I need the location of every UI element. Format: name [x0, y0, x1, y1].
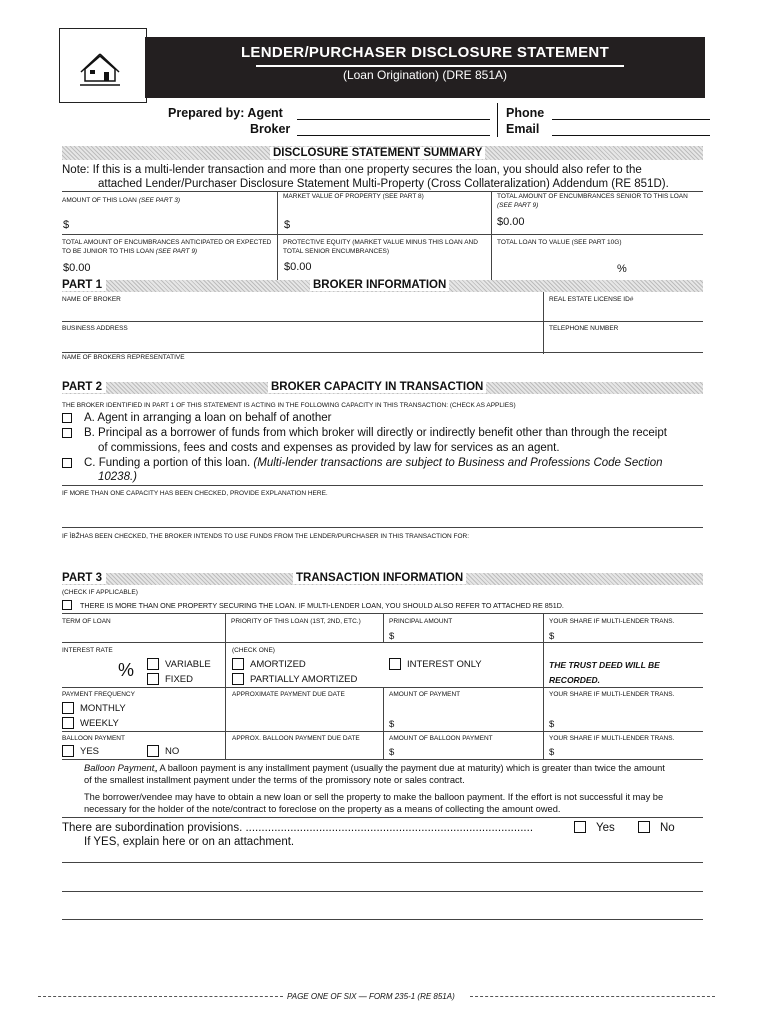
- share1-value[interactable]: $: [549, 631, 555, 642]
- part3-title: TRANSACTION INFORMATION: [293, 572, 466, 584]
- junior-encumbrances-value[interactable]: $0.00: [63, 262, 91, 274]
- part3-col-rule-1: [225, 613, 226, 759]
- part1-rule-1: [62, 321, 703, 322]
- capacity-c-checkbox[interactable]: [62, 458, 72, 468]
- broker-label: Broker: [250, 122, 291, 136]
- capacity-b-text1: B. Principal as a borrower of funds from which broker will directly or indirectly benefit other than through the receipt: [84, 427, 667, 439]
- balloon-yes-label: YES: [80, 746, 100, 757]
- balloon-amount-label: AMOUNT OF BALLOON PAYMENT: [389, 735, 493, 742]
- part1-title: BROKER INFORMATION: [310, 279, 449, 291]
- fixed-label: FIXED: [165, 674, 193, 685]
- capacity-a-checkbox[interactable]: [62, 413, 72, 423]
- footer-dash-left: [38, 996, 283, 997]
- amount-payment-label: AMOUNT OF PAYMENT: [389, 691, 461, 698]
- representative-label: NAME OF BROKERS REPRESENTATIVE: [62, 354, 185, 361]
- balloon-no-checkbox[interactable]: [147, 745, 159, 757]
- senior-encumbrances-value[interactable]: $0.00: [497, 216, 525, 228]
- market-value-value[interactable]: $: [284, 219, 291, 231]
- summary-col-rule-2: [491, 191, 492, 281]
- balloon-no-label: NO: [165, 746, 180, 757]
- senior-encumbrances-label: TOTAL AMOUNT OF ENCUMBRANCES SENIOR TO THIS LOAN (SEE PART 9): [497, 193, 688, 209]
- footer-text: PAGE ONE OF SIX — FORM 235-1 (RE 851A): [287, 992, 455, 1001]
- weekly-checkbox[interactable]: [62, 717, 74, 729]
- part2-label: PART 2: [62, 381, 106, 393]
- summary-note-line1: Note: If this is a multi-lender transaction and more than one property secures the loan, you should also refer to the: [62, 164, 642, 176]
- subordination-text: There are subordination provisions. ..........................................................................................: [62, 822, 534, 834]
- share2-label: YOUR SHARE IF MULTI-LENDER TRANS.: [549, 691, 675, 698]
- interest-pct: %: [118, 660, 135, 680]
- borrower-note-line1: The borrower/vendee may have to obtain a new loan or sell the property to make the balloon payment. If the effort is not successful it may be: [84, 792, 664, 802]
- house-icon: [60, 29, 146, 102]
- balloon-definition-line1: Balloon Payment„ A balloon payment is any installment payment (usually the payment due at maturity) which is greater than twice the amount: [84, 763, 665, 773]
- principal-value[interactable]: $: [389, 631, 395, 642]
- weekly-label: WEEKLY: [80, 718, 119, 729]
- subordination-explain-line-1[interactable]: [62, 862, 703, 863]
- fixed-checkbox[interactable]: [147, 673, 159, 685]
- phone-field[interactable]: [552, 119, 710, 120]
- interest-only-label: INTEREST ONLY: [407, 659, 482, 670]
- variable-label: VARIABLE: [165, 659, 211, 670]
- balloon-definition-line2: of the smallest installment payment under the terms of the promissory note or sales contract.: [84, 775, 465, 785]
- loan-to-value-value[interactable]: %: [617, 263, 627, 275]
- part3-rule-5: [62, 817, 703, 818]
- capacity-a-text: A. Agent in arranging a loan on behalf of another: [84, 412, 332, 424]
- balloon-yes-checkbox[interactable]: [62, 745, 74, 757]
- form-subtitle: (Loan Origination) (DRE 851A): [342, 68, 508, 82]
- share2-value[interactable]: $: [549, 719, 555, 730]
- business-address-label: BUSINESS ADDRESS: [62, 325, 128, 332]
- form-title: LENDER/PURCHASER DISCLOSURE STATEMENT: [240, 44, 610, 61]
- summary-rule-mid: [62, 234, 703, 235]
- loan-to-value-label: TOTAL LOAN TO VALUE (SEE PART 10G): [497, 239, 622, 246]
- part1-col-rule: [543, 292, 544, 354]
- junior-encumbrances-label: TOTAL AMOUNT OF ENCUMBRANCES ANTICIPATED OR EXPECTED TO BE JUNIOR TO THIS LOAN (SEE PART 9): [62, 239, 272, 255]
- license-label: REAL ESTATE LICENSE ID#: [549, 296, 634, 303]
- monthly-label: MONTHLY: [80, 703, 126, 714]
- subordination-yes-checkbox[interactable]: [574, 821, 586, 833]
- market-value-label: MARKET VALUE OF PROPERTY (SEE PART 8): [283, 193, 424, 200]
- share3-label: YOUR SHARE IF MULTI-LENDER TRANS.: [549, 735, 675, 742]
- partially-amortized-label: PARTIALLY AMORTIZED: [250, 674, 358, 685]
- capacity-c-text2: 10238.): [98, 471, 138, 483]
- part3-col-rule-2b: [383, 687, 384, 759]
- part2-rule-1: [62, 485, 703, 486]
- subordination-no-checkbox[interactable]: [638, 821, 650, 833]
- capacity-b-text2: of commissions, fees and costs and expenses as provided by law for services as an agent.: [98, 442, 560, 454]
- part1-label: PART 1: [62, 279, 106, 291]
- summary-col-rule-1: [277, 191, 278, 281]
- balloon-payment-label: BALLOON PAYMENT: [62, 735, 125, 742]
- trust-deed-line2: RECORDED.: [549, 675, 601, 685]
- term-label: TERM OF LOAN: [62, 618, 111, 625]
- amortized-checkbox[interactable]: [232, 658, 244, 670]
- share3-value[interactable]: $: [549, 747, 555, 758]
- explain-field[interactable]: [62, 527, 703, 528]
- email-field[interactable]: [552, 135, 710, 136]
- prepared-by-label: Prepared by: Agent: [168, 106, 283, 120]
- part3-col-rule-3: [543, 613, 544, 759]
- part3-col-rule-2a: [383, 613, 384, 642]
- funds-label: IF ÌBŽHAS BEEN CHECKED, THE BROKER INTENDS TO USE FUNDS FROM THE LENDER/PURCHASER IN THIS TRANSACTION FOR:: [62, 533, 470, 540]
- subordination-explain-line-2[interactable]: [62, 891, 703, 892]
- trust-deed-line1: THE TRUST DEED WILL BE: [549, 660, 660, 670]
- amortized-label: AMORTIZED: [250, 659, 306, 670]
- form-logo-box: [59, 28, 147, 103]
- protective-equity-label: PROTECTIVE EQUITY (MARKET VALUE MINUS THIS LOAN AND TOTAL SENIOR ENCUMBRANCES): [283, 239, 478, 255]
- variable-checkbox[interactable]: [147, 658, 159, 670]
- subordination-no-label: No: [660, 822, 675, 834]
- interest-only-checkbox[interactable]: [389, 658, 401, 670]
- subordination-explain-label: If YES, explain here or on an attachment.: [84, 836, 295, 848]
- share1-label: YOUR SHARE IF MULTI-LENDER TRANS.: [549, 618, 675, 625]
- amount-payment-value[interactable]: $: [389, 719, 395, 730]
- balloon-due-label: APPROX. BALLOON PAYMENT DUE DATE: [232, 735, 360, 742]
- capacity-b-checkbox[interactable]: [62, 428, 72, 438]
- explain-label: IF MORE THAN ONE CAPACITY HAS BEEN CHECKED, PROVIDE EXPLANATION HERE.: [62, 490, 328, 497]
- interest-rate-label: INTEREST RATE: [62, 647, 113, 654]
- multi-property-checkbox[interactable]: [62, 600, 72, 610]
- part3-rule-4: [62, 759, 703, 760]
- telephone-label: TELEPHONE NUMBER: [549, 325, 619, 332]
- broker-field[interactable]: [297, 135, 490, 136]
- subordination-yes-label: Yes: [596, 822, 615, 834]
- part3-label: PART 3: [62, 572, 106, 584]
- principal-label: PRINCIPAL AMOUNT: [389, 618, 453, 625]
- broker-name-label: NAME OF BROKER: [62, 296, 121, 303]
- summary-title: DISCLOSURE STATEMENT SUMMARY: [270, 147, 485, 159]
- partially-amortized-checkbox[interactable]: [232, 673, 244, 685]
- borrower-note-line2: necessary for the holder of the note/contract to foreclose on the property as a means of collecting the amount owed.: [84, 804, 561, 814]
- capacity-intro: THE BROKER IDENTIFIED IN PART 1 OF THIS STATEMENT IS ACTING IN THE FOLLOWING CAPACITY IN THIS TRANSACTION: (CHECK AS APPLIES): [62, 402, 516, 409]
- email-label: Email: [506, 122, 540, 136]
- phone-label: Phone: [506, 106, 545, 120]
- protective-equity-value[interactable]: $0.00: [284, 261, 312, 273]
- agent-field[interactable]: [297, 119, 490, 120]
- multi-property-text: THERE IS MORE THAN ONE PROPERTY SECURING THE LOAN. IF MULTI-LENDER LOAN, YOU SHOULD ALSO REFER TO ATTACHED RE 851D.: [80, 601, 564, 610]
- part2-title: BROKER CAPACITY IN TRANSACTION: [268, 381, 486, 393]
- check-if-applicable: (CHECK IF APPLICABLE): [62, 589, 138, 596]
- header-divider: [497, 103, 498, 137]
- amount-loan-label: AMOUNT OF THIS LOAN (SEE PART 3): [62, 197, 181, 204]
- check-one-label: (CHECK ONE): [232, 647, 275, 654]
- footer-dash-right: [470, 996, 715, 997]
- title-rule: [256, 65, 624, 67]
- balloon-amount-value[interactable]: $: [389, 747, 395, 758]
- part3-rule-1: [62, 642, 703, 643]
- amount-loan-value[interactable]: $: [63, 219, 70, 231]
- summary-note-line2: attached Lender/Purchaser Disclosure Statement Multi-Property (Cross Collateralization) Addendum (RE 851D).: [98, 178, 669, 190]
- payment-frequency-label: PAYMENT FREQUENCY: [62, 691, 135, 698]
- monthly-checkbox[interactable]: [62, 702, 74, 714]
- capacity-c-text1: C. Funding a portion of this loan. (Multi-lender transactions are subject to Business and Professions Code Section: [84, 457, 663, 469]
- subordination-explain-line-3[interactable]: [62, 919, 703, 920]
- priority-label: PRIORITY OF THIS LOAN (1ST, 2ND, ETC.): [231, 618, 361, 625]
- approx-due-label: APPROXIMATE PAYMENT DUE DATE: [232, 691, 345, 698]
